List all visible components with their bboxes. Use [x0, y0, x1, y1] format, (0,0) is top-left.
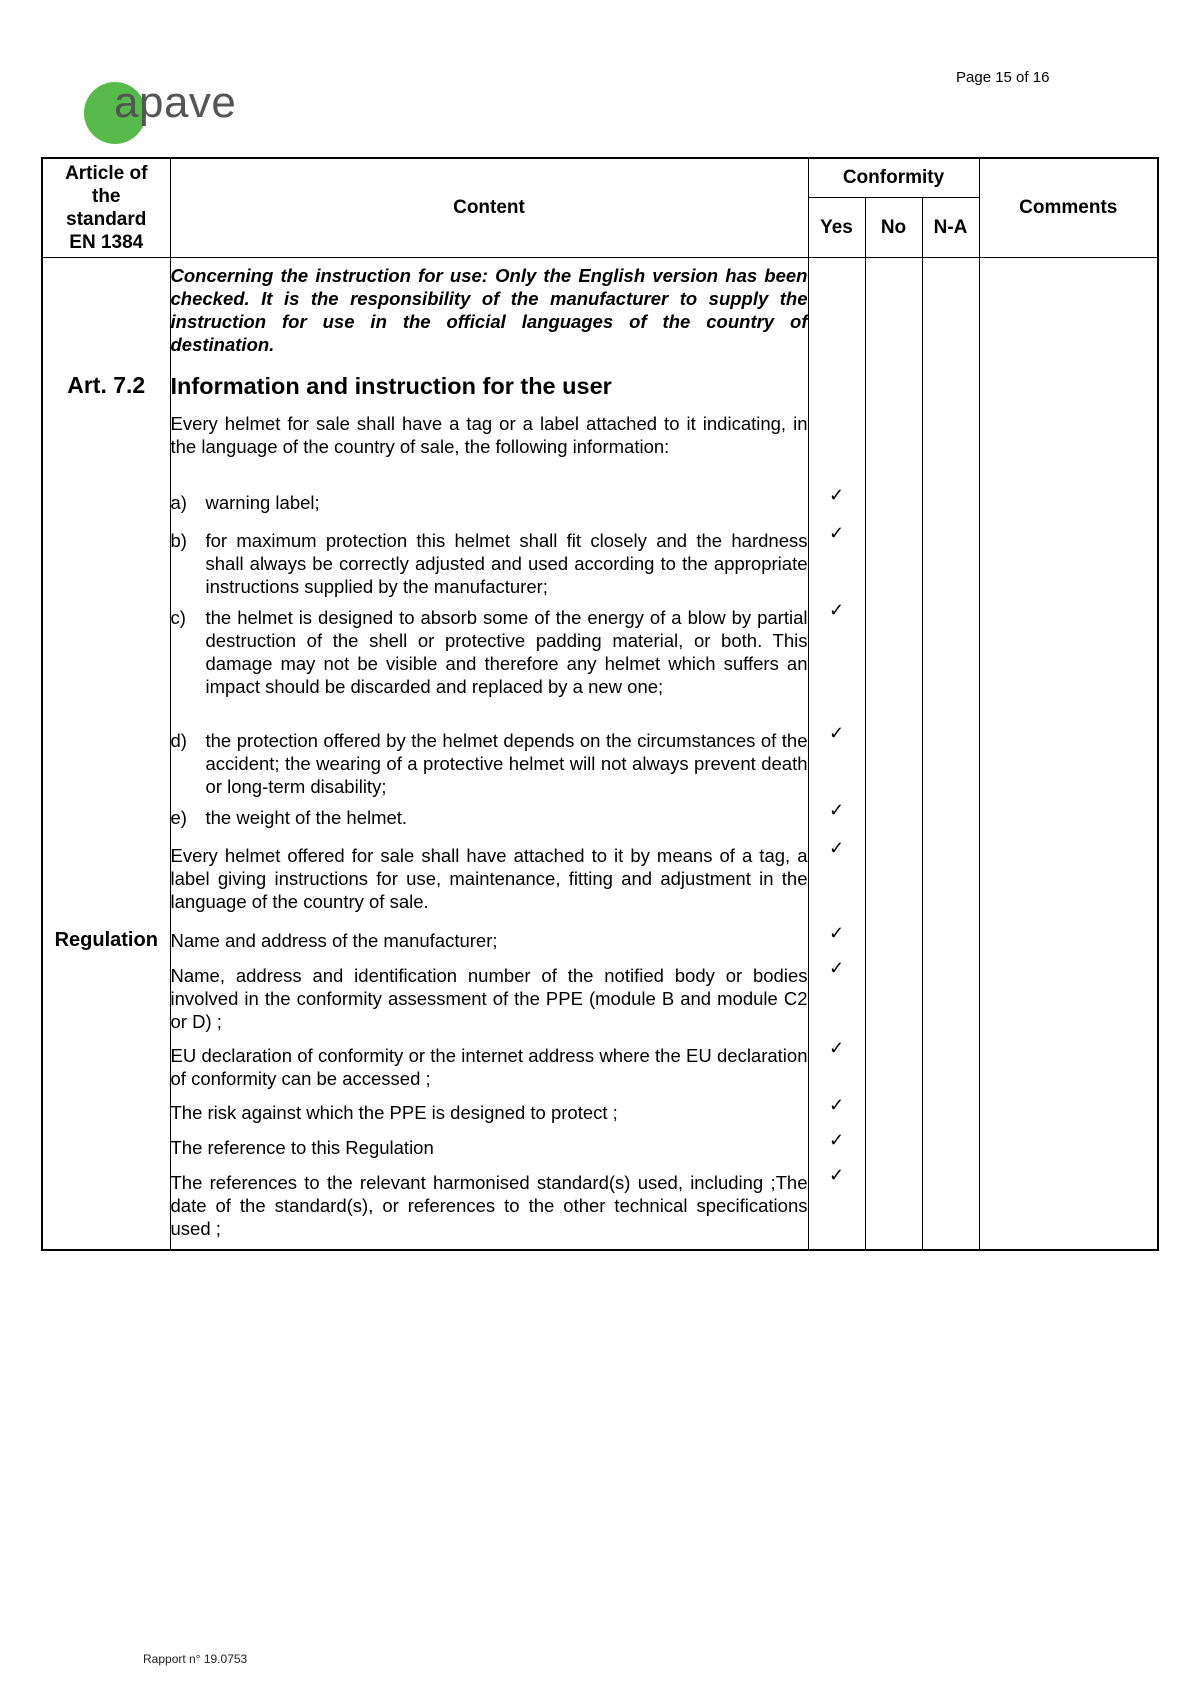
content-cell — [170, 485, 808, 523]
table-row — [42, 485, 1158, 523]
header-no: No — [865, 198, 922, 258]
table-row — [42, 800, 1158, 838]
no-cell — [865, 1165, 922, 1250]
page-number: Page 15 of 16 — [956, 69, 1050, 86]
comments-cell — [979, 1130, 1158, 1165]
comments-cell — [979, 485, 1158, 523]
no-cell — [865, 600, 922, 723]
article-cell — [42, 600, 170, 723]
no-cell — [865, 1038, 922, 1095]
yes-checkmark-icon: ✓ — [808, 1095, 865, 1130]
comments-cell — [979, 1165, 1158, 1250]
content-cell: The reference to this Regulation — [170, 1130, 808, 1165]
no-cell — [865, 523, 922, 600]
comments-cell — [979, 600, 1158, 723]
table-row — [42, 258, 1158, 366]
comments-cell — [979, 406, 1158, 485]
item-text: the helmet is designed to absorb some of the energy of a blow by partial destruction of the shell or protective padding material, or both. This damage may not be visible and therefore any helmet which suffers an impact should be discarded and replaced by a new one; — [205, 606, 808, 697]
na-cell — [922, 1038, 979, 1095]
article-cell — [42, 838, 170, 923]
content-cell — [170, 366, 808, 406]
table-row — [42, 1095, 1158, 1130]
na-cell — [922, 723, 979, 800]
content-cell: Name and address of the manufacturer; — [170, 923, 808, 958]
na-cell — [922, 406, 979, 485]
yes-checkmark-icon: ✓ — [808, 600, 865, 723]
logo-text: apave — [114, 78, 237, 127]
na-cell — [922, 523, 979, 600]
yes-checkmark-icon: ✓ — [808, 485, 865, 523]
item-letter: b) — [170, 529, 187, 551]
no-cell — [865, 838, 922, 923]
yes-checkmark-icon: ✓ — [808, 923, 865, 958]
item-text: the weight of the helmet. — [205, 806, 408, 828]
article-cell — [42, 723, 170, 800]
na-cell — [922, 958, 979, 1038]
article-cell — [42, 258, 170, 366]
instruction-note: Concerning the instruction for use: Only the English version has been checked. It is the responsibility of the manufacturer to supply the instruction for use in the official languages of the country of destination. — [170, 265, 808, 355]
item-letter: c) — [170, 606, 186, 628]
yes-checkmark-icon: ✓ — [808, 1130, 865, 1165]
no-cell — [865, 366, 922, 406]
comments-cell — [979, 958, 1158, 1038]
yes-checkmark-icon: ✓ — [808, 1038, 865, 1095]
table-row — [42, 1165, 1158, 1250]
item-text: for maximum protection this helmet shall fit closely and the hardness shall always be correctly adjusted and used according to the appropriate instructions supplied by the manufacturer; — [205, 529, 808, 597]
content-cell: The references to the relevant harmonised standard(s) used, including ;The date of the standard(s), or references to the other technical specifications used ; — [170, 1165, 808, 1250]
item-text: the protection offered by the helmet depends on the circumstances of the accident; the wearing of a protective helmet will not always prevent death or long-term disability; — [205, 729, 808, 797]
comments-cell — [979, 800, 1158, 838]
header-yes: Yes — [808, 198, 865, 258]
header-content: Content — [170, 158, 808, 258]
table-row — [42, 1038, 1158, 1095]
content-cell — [170, 523, 808, 600]
article-cell: Art. 7.2 — [42, 366, 170, 406]
article-cell: Regulation — [42, 923, 170, 958]
item-letter: d) — [170, 729, 187, 751]
header-na: N-A — [922, 198, 979, 258]
na-cell — [922, 1130, 979, 1165]
content-cell — [170, 600, 808, 723]
article-cell — [42, 1165, 170, 1250]
comments-cell — [979, 258, 1158, 366]
article-cell — [42, 485, 170, 523]
article-cell — [42, 1130, 170, 1165]
comments-cell — [979, 1038, 1158, 1095]
section-title: Information and instruction for the user — [170, 372, 612, 399]
yes-cell — [808, 258, 865, 366]
no-cell — [865, 1095, 922, 1130]
comments-cell — [979, 923, 1158, 958]
item-letter: e) — [170, 806, 187, 828]
table-row — [42, 838, 1158, 923]
conformity-table — [41, 157, 1159, 1251]
no-cell — [865, 406, 922, 485]
na-cell — [922, 1095, 979, 1130]
table-row — [42, 1130, 1158, 1165]
content-cell — [170, 800, 808, 838]
table-row — [42, 723, 1158, 800]
table-row — [42, 366, 1158, 406]
na-cell — [922, 485, 979, 523]
yes-checkmark-icon: ✓ — [808, 800, 865, 838]
table-row — [42, 958, 1158, 1038]
article-cell — [42, 958, 170, 1038]
no-cell — [865, 258, 922, 366]
header-comments: Comments — [979, 158, 1158, 258]
content-cell: The risk against which the PPE is designed to protect ; — [170, 1095, 808, 1130]
yes-checkmark-icon: ✓ — [808, 1165, 865, 1250]
no-cell — [865, 485, 922, 523]
yes-checkmark-icon: ✓ — [808, 723, 865, 800]
yes-checkmark-icon: ✓ — [808, 523, 865, 600]
table-row — [42, 923, 1158, 958]
yes-checkmark-icon: ✓ — [808, 958, 865, 1038]
comments-cell — [979, 838, 1158, 923]
item-letter: a) — [170, 491, 187, 513]
article-cell — [42, 800, 170, 838]
item-text: warning label; — [205, 491, 320, 513]
comments-cell — [979, 723, 1158, 800]
apave-logo — [84, 78, 264, 148]
na-cell — [922, 800, 979, 838]
table-row — [42, 600, 1158, 723]
no-cell — [865, 800, 922, 838]
content-cell: EU declaration of conformity or the internet address where the EU declaration of conformity can be accessed ; — [170, 1038, 808, 1095]
na-cell — [922, 1165, 979, 1250]
no-cell — [865, 723, 922, 800]
yes-checkmark-icon: ✓ — [808, 838, 865, 923]
yes-cell — [808, 406, 865, 485]
article-cell — [42, 523, 170, 600]
na-cell — [922, 923, 979, 958]
no-cell — [865, 1130, 922, 1165]
na-cell — [922, 366, 979, 406]
header-conformity: Conformity — [808, 158, 979, 198]
yes-cell — [808, 366, 865, 406]
header-article: Article of the standard EN 1384 — [42, 158, 170, 258]
content-cell: Name, address and identification number of the notified body or bodies involved in the conformity assessment of the PPE (module B and module C2 or D) ; — [170, 958, 808, 1038]
comments-cell — [979, 523, 1158, 600]
na-cell — [922, 838, 979, 923]
table-row — [42, 523, 1158, 600]
report-reference: Rapport n° 19.0753 — [143, 1652, 248, 1666]
no-cell — [865, 958, 922, 1038]
content-cell: Every helmet for sale shall have a tag or a label attached to it indicating, in the language of the country of sale, the following information: — [170, 406, 808, 485]
comments-cell — [979, 366, 1158, 406]
article-cell — [42, 406, 170, 485]
no-cell — [865, 923, 922, 958]
comments-cell — [979, 1095, 1158, 1130]
article-cell — [42, 1095, 170, 1130]
na-cell — [922, 600, 979, 723]
content-cell: Every helmet offered for sale shall have attached to it by means of a tag, a label giving instructions for use, maintenance, fitting and adjustment in the language of the country of sale. — [170, 838, 808, 923]
article-cell — [42, 1038, 170, 1095]
content-cell — [170, 258, 808, 366]
table-row — [42, 406, 1158, 485]
content-cell — [170, 723, 808, 800]
na-cell — [922, 258, 979, 366]
